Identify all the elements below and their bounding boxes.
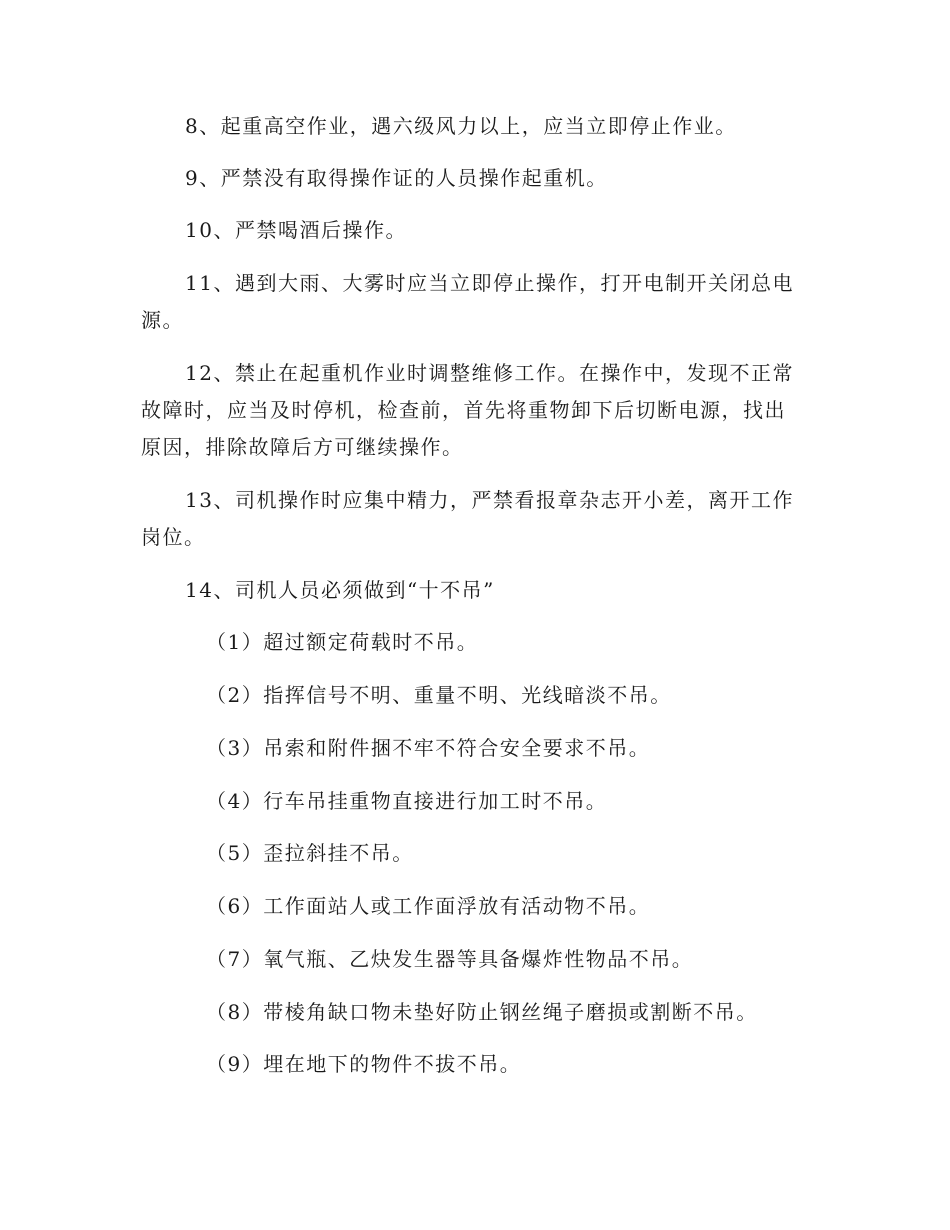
rule-10: 10、严禁喝酒后操作。 [185,218,407,242]
ten-not-item-7: （7）氧气瓶、乙炔发生器等具备爆炸性物品不吊。 [206,947,694,971]
ten-not-item-1: （1）超过额定荷载时不吊。 [206,630,479,654]
ten-not-item-5: （5）歪拉斜挂不吊。 [206,841,414,865]
ten-not-item-9: （9）埋在地下的物件不拔不吊。 [206,1052,522,1076]
ten-not-item-3: （3）吊索和附件捆不牢不符合安全要求不吊。 [206,736,651,760]
ten-not-item-2: （2）指挥信号不明、重量不明、光线暗淡不吊。 [206,683,672,707]
ten-not-item-6: （6）工作面站人或工作面浮放有活动物不吊。 [206,894,651,918]
rule-8: 8、起重高空作业，遇六级风力以上，应当立即停止作业。 [185,114,737,138]
rule-11: 11、遇到大雨、大雾时应当立即停止操作，打开电制开关闭总电源。 [141,271,794,332]
ten-not-item-8: （8）带棱角缺口物未垫好防止钢丝绳子磨损或割断不吊。 [206,1000,758,1024]
rule-13: 13、司机操作时应集中精力，严禁看报章杂志开小差，离开工作岗位。 [141,488,794,549]
ten-not-item-4: （4）行车吊挂重物直接进行加工时不吊。 [206,789,608,813]
rule-9: 9、严禁没有取得操作证的人员操作起重机。 [185,166,608,190]
rule-12: 12、禁止在起重机作业时调整维修工作。在操作中，发现不正常故障时，应当及时停机，检查前，首先将重物卸下后切断电源，找出原因，排除故障后方可继续操作。 [141,361,794,459]
rule-14: 14、司机人员必须做到“十不吊” [185,578,495,602]
